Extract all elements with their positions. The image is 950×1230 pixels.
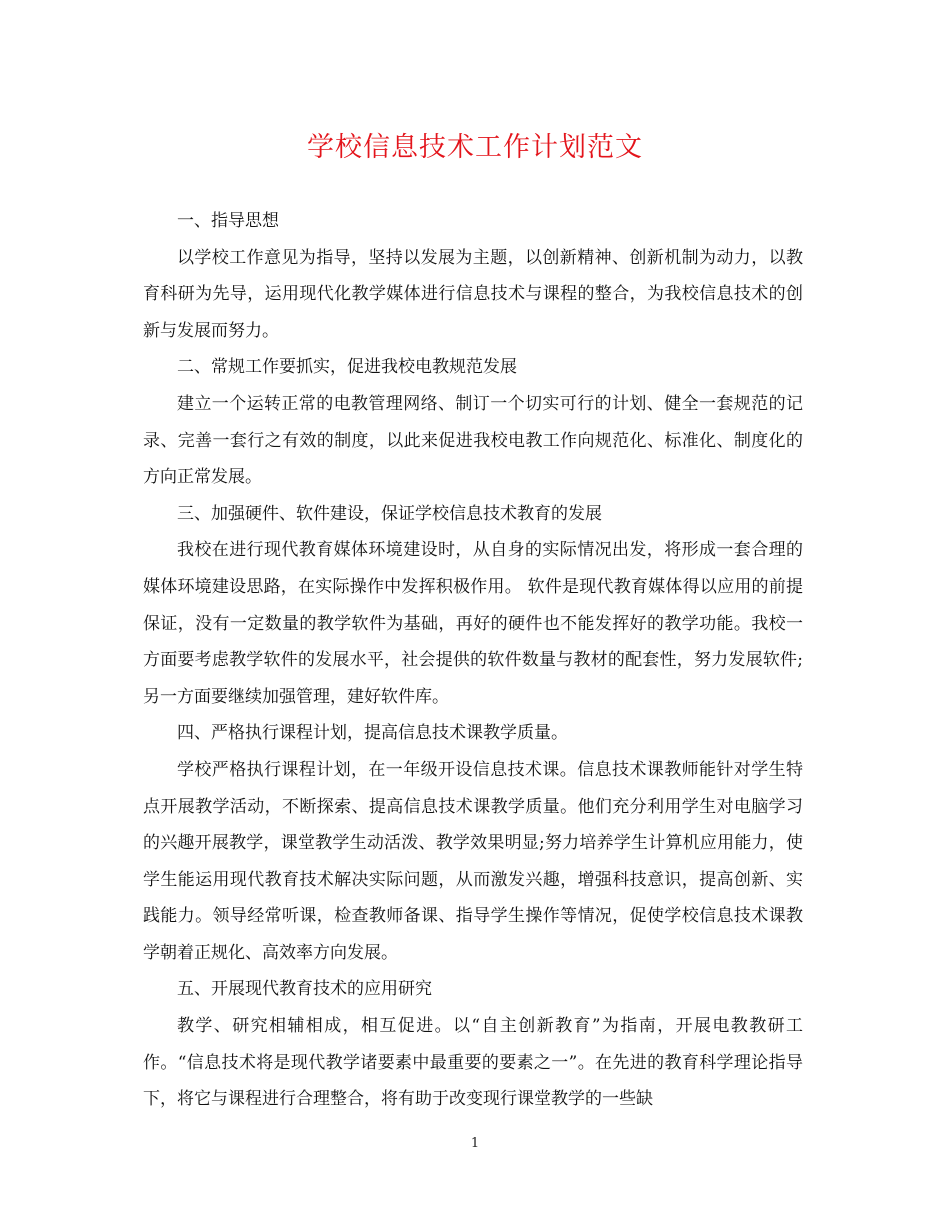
section-heading-3: 三、加强硬件、软件建设，保证学校信息技术教育的发展: [177, 503, 602, 524]
document-body: [143, 203, 803, 1118]
section-heading-5: 五、开展现代教育技术的应用研究: [177, 979, 432, 1000]
body-paragraph-4: 学校严格执行课程计划，在一年级开设信息技术课。信息技术课教师能针对学生特点开展教学活动，不断探索、提高信息技术课教学质量。他们充分利用学生对电脑学习的兴趣开展教学，课堂教学生动活泼、教学效果明显;努力培养学生计算机应用能力，使学生能运用现代教育技术解决实际问题，从而激发兴趣，增强科技意识，提高创新、实践能力。领导经常听课，检查教师备课、指导学生操作等情况，促使学校信息技术课教学朝着正规化、高效率方向发展。: [143, 759, 803, 963]
body-paragraph-1: 以学校工作意见为指导，坚持以发展为主题，以创新精神、创新机制为动力，以教育科研为先导，运用现代化教学媒体进行信息技术与课程的整合，为我校信息技术的创新与发展而努力。: [143, 247, 803, 341]
section-heading-2: 二、常规工作要抓实，促进我校电教规范发展: [177, 357, 517, 378]
body-paragraph-5: 教学、研究相辅相成，相互促进。以“自主创新教育”为指南，开展电教教研工作。“信息技术将是现代教学诸要素中最重要的要素之一”。在先进的教育科学理论指导下，将它与课程进行合理整合，将有助于改变现行课堂教学的一些缺: [143, 1016, 803, 1110]
page-number: 1: [470, 1136, 480, 1151]
body-paragraph-2: 建立一个运转正常的电教管理网络、制订一个切实可行的计划、健全一套规范的记录、完善一套行之有效的制度，以此来促进我校电教工作向规范化、标准化、制度化的方向正常发展。: [143, 393, 803, 488]
section-heading-1: 一、指导思想: [177, 211, 279, 231]
document-title: 学校信息技术工作计划范文: [307, 132, 643, 163]
section-heading-4: 四、严格执行课程计划，提高信息技术课教学质量。: [177, 723, 568, 744]
body-paragraph-3: 我校在进行现代教育媒体环境建设时，从自身的实际情况出发，将形成一套合理的媒体环境建设思路，在实际操作中发挥积极作用。 软件是现代教育媒体得以应用的前提保证，没有一定数量的教学软件为基础，再好的硬件也不能发挥好的教学功能。我校一方面要考虑教学软件的发展水平，社会提供的软件数量与教材的配套性，努力发展软件;另一方面要继续加强管理，建好软件库。: [143, 540, 803, 707]
